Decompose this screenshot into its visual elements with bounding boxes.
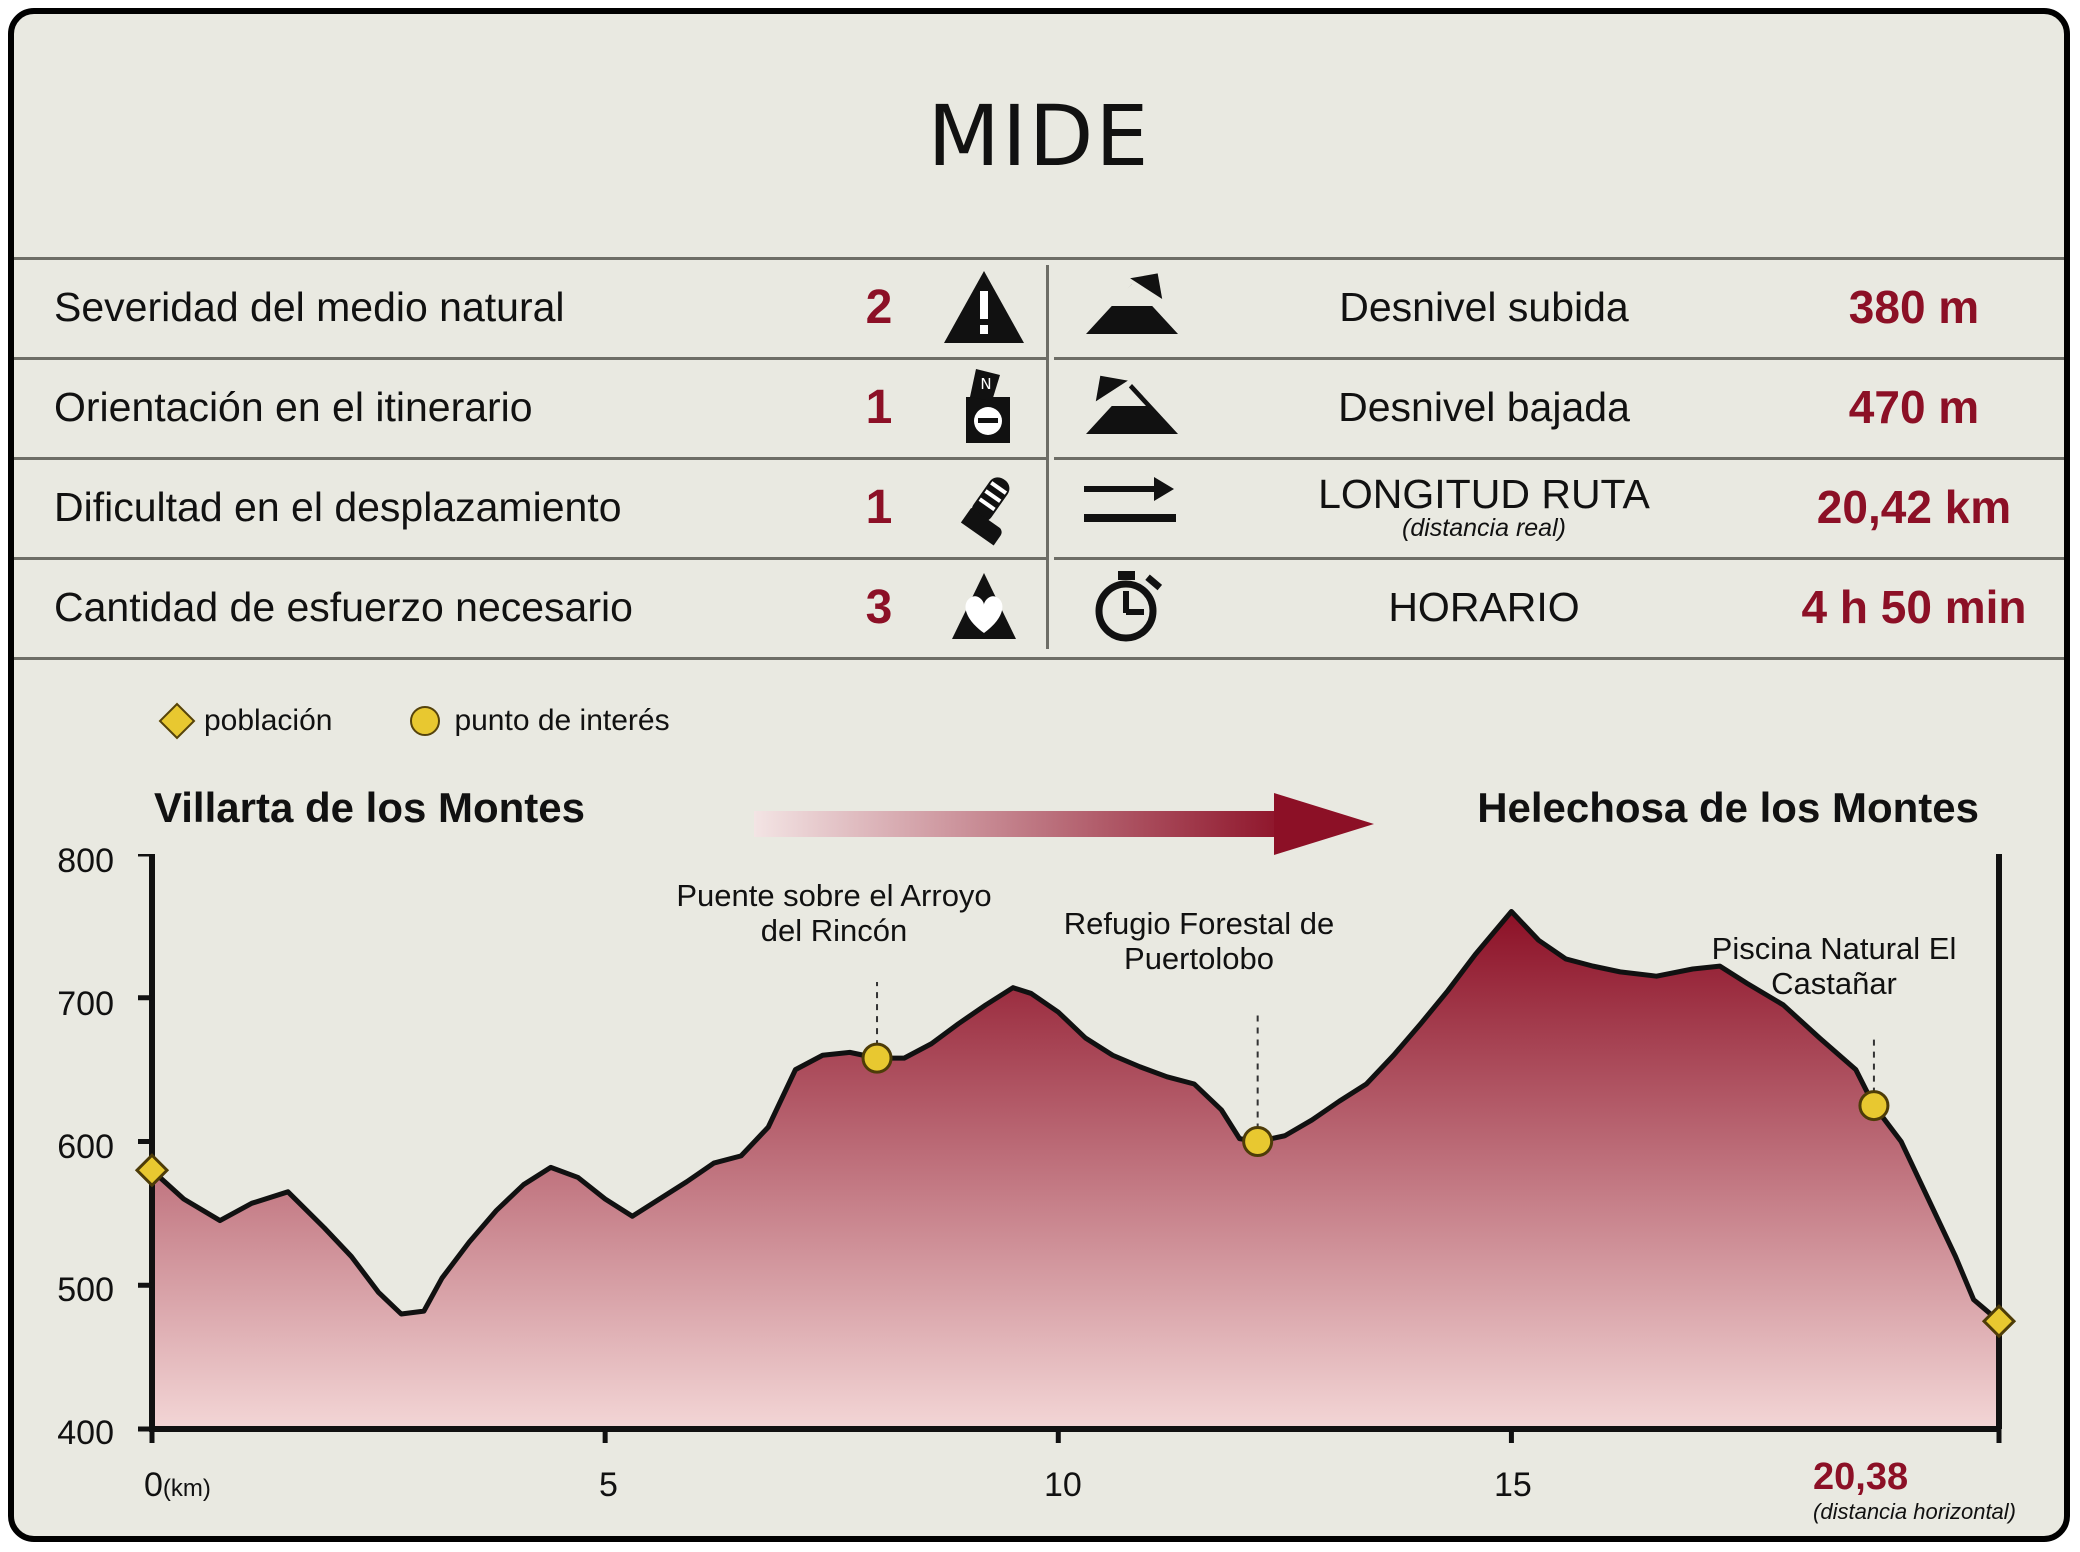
poi-marker[interactable] [1244,1128,1272,1156]
mide-row-severidad [14,257,1044,357]
x-tick-0 [144,1466,211,1505]
direction-arrow-icon [754,789,1394,859]
legend-label-punto: punto de interés [454,704,670,737]
x-tick-15: 15 [1494,1466,1532,1504]
mide-row-desnivel-bajada [1054,357,2064,457]
mide-value: 4 h 50 min [1801,581,2027,633]
mide-row-esfuerzo [14,557,1044,657]
poi-marker[interactable] [863,1044,891,1072]
mide-value: 3 [865,580,893,634]
arrow-distance-icon [1054,472,1204,542]
mide-value: 20,42 km [1816,481,2012,533]
poi-label-puente: Puente sobre el Arroyo del Rincón [676,878,992,948]
x-tick-0-value: 0 [144,1466,163,1504]
poi-marker[interactable] [1860,1092,1888,1120]
mide-label: Cantidad de esfuerzo necesario [54,583,633,630]
mide-table [14,257,2064,657]
mide-label-text: LONGITUD RUTA [1318,471,1650,517]
punto-interes-marker-icon [410,706,440,736]
stopwatch-icon [1054,567,1204,647]
mide-value: 1 [865,480,893,534]
mide-label: Dificultad en el desplazamiento [54,483,622,530]
y-tick-700: 700 [57,985,114,1023]
mide-value: 1 [865,380,893,434]
mide-row-desnivel-subida [1054,257,2064,357]
compass-icon [924,367,1044,447]
mide-label: Severidad del medio natural [54,283,565,330]
x-end-label [1813,1456,2016,1525]
heart-icon [924,567,1044,647]
x-end-sub: (distancia horizontal) [1813,1499,2016,1524]
poi-label-refugio: Refugio Forestal de Puertolobo [1063,906,1335,976]
mide-label: HORARIO [1388,583,1580,630]
poi-label-piscina: Piscina Natural El Castañar [1711,931,1957,1001]
poblacion-marker-icon [159,703,196,740]
route-start-label: Villarta de los Montes [154,784,586,831]
mide-label [1204,471,1764,543]
mide-row-longitud [1054,457,2064,557]
x-axis-unit: (km) [162,1475,211,1502]
elevation-profile-chart [14,842,2070,1542]
legend-label-poblacion: población [204,704,333,737]
mide-row-orientacion [14,357,1044,457]
uphill-icon [1054,272,1204,342]
x-end-value: 20,38 [1813,1456,1909,1498]
y-tick-600: 600 [57,1128,114,1166]
mide-label: Desnivel subida [1339,283,1629,330]
mide-label: Desnivel bajada [1338,383,1630,430]
column-divider [1046,265,1049,649]
chart-legend [164,704,670,738]
mide-label-sub: (distancia real) [1402,514,1566,542]
boot-icon [924,467,1044,547]
svg-text:N: N [980,375,992,393]
mide-card [8,8,2070,1542]
divider [14,657,2070,660]
page-title: MIDE [927,86,1151,185]
mide-row-dificultad [14,457,1044,557]
mide-value: 2 [865,280,893,334]
y-tick-400: 400 [57,1414,114,1452]
x-tick-5: 5 [599,1466,618,1504]
mide-label: Orientación en el itinerario [54,383,533,430]
mide-value: 470 m [1848,381,1980,433]
downhill-icon [1054,372,1204,442]
mide-value: 380 m [1848,281,1980,333]
y-tick-500: 500 [57,1271,114,1309]
warning-triangle-icon [924,267,1044,347]
route-end-label: Helechosa de los Montes [1477,784,1979,831]
mide-row-horario [1054,557,2064,657]
x-tick-10: 10 [1044,1466,1082,1504]
y-tick-800: 800 [57,842,114,880]
